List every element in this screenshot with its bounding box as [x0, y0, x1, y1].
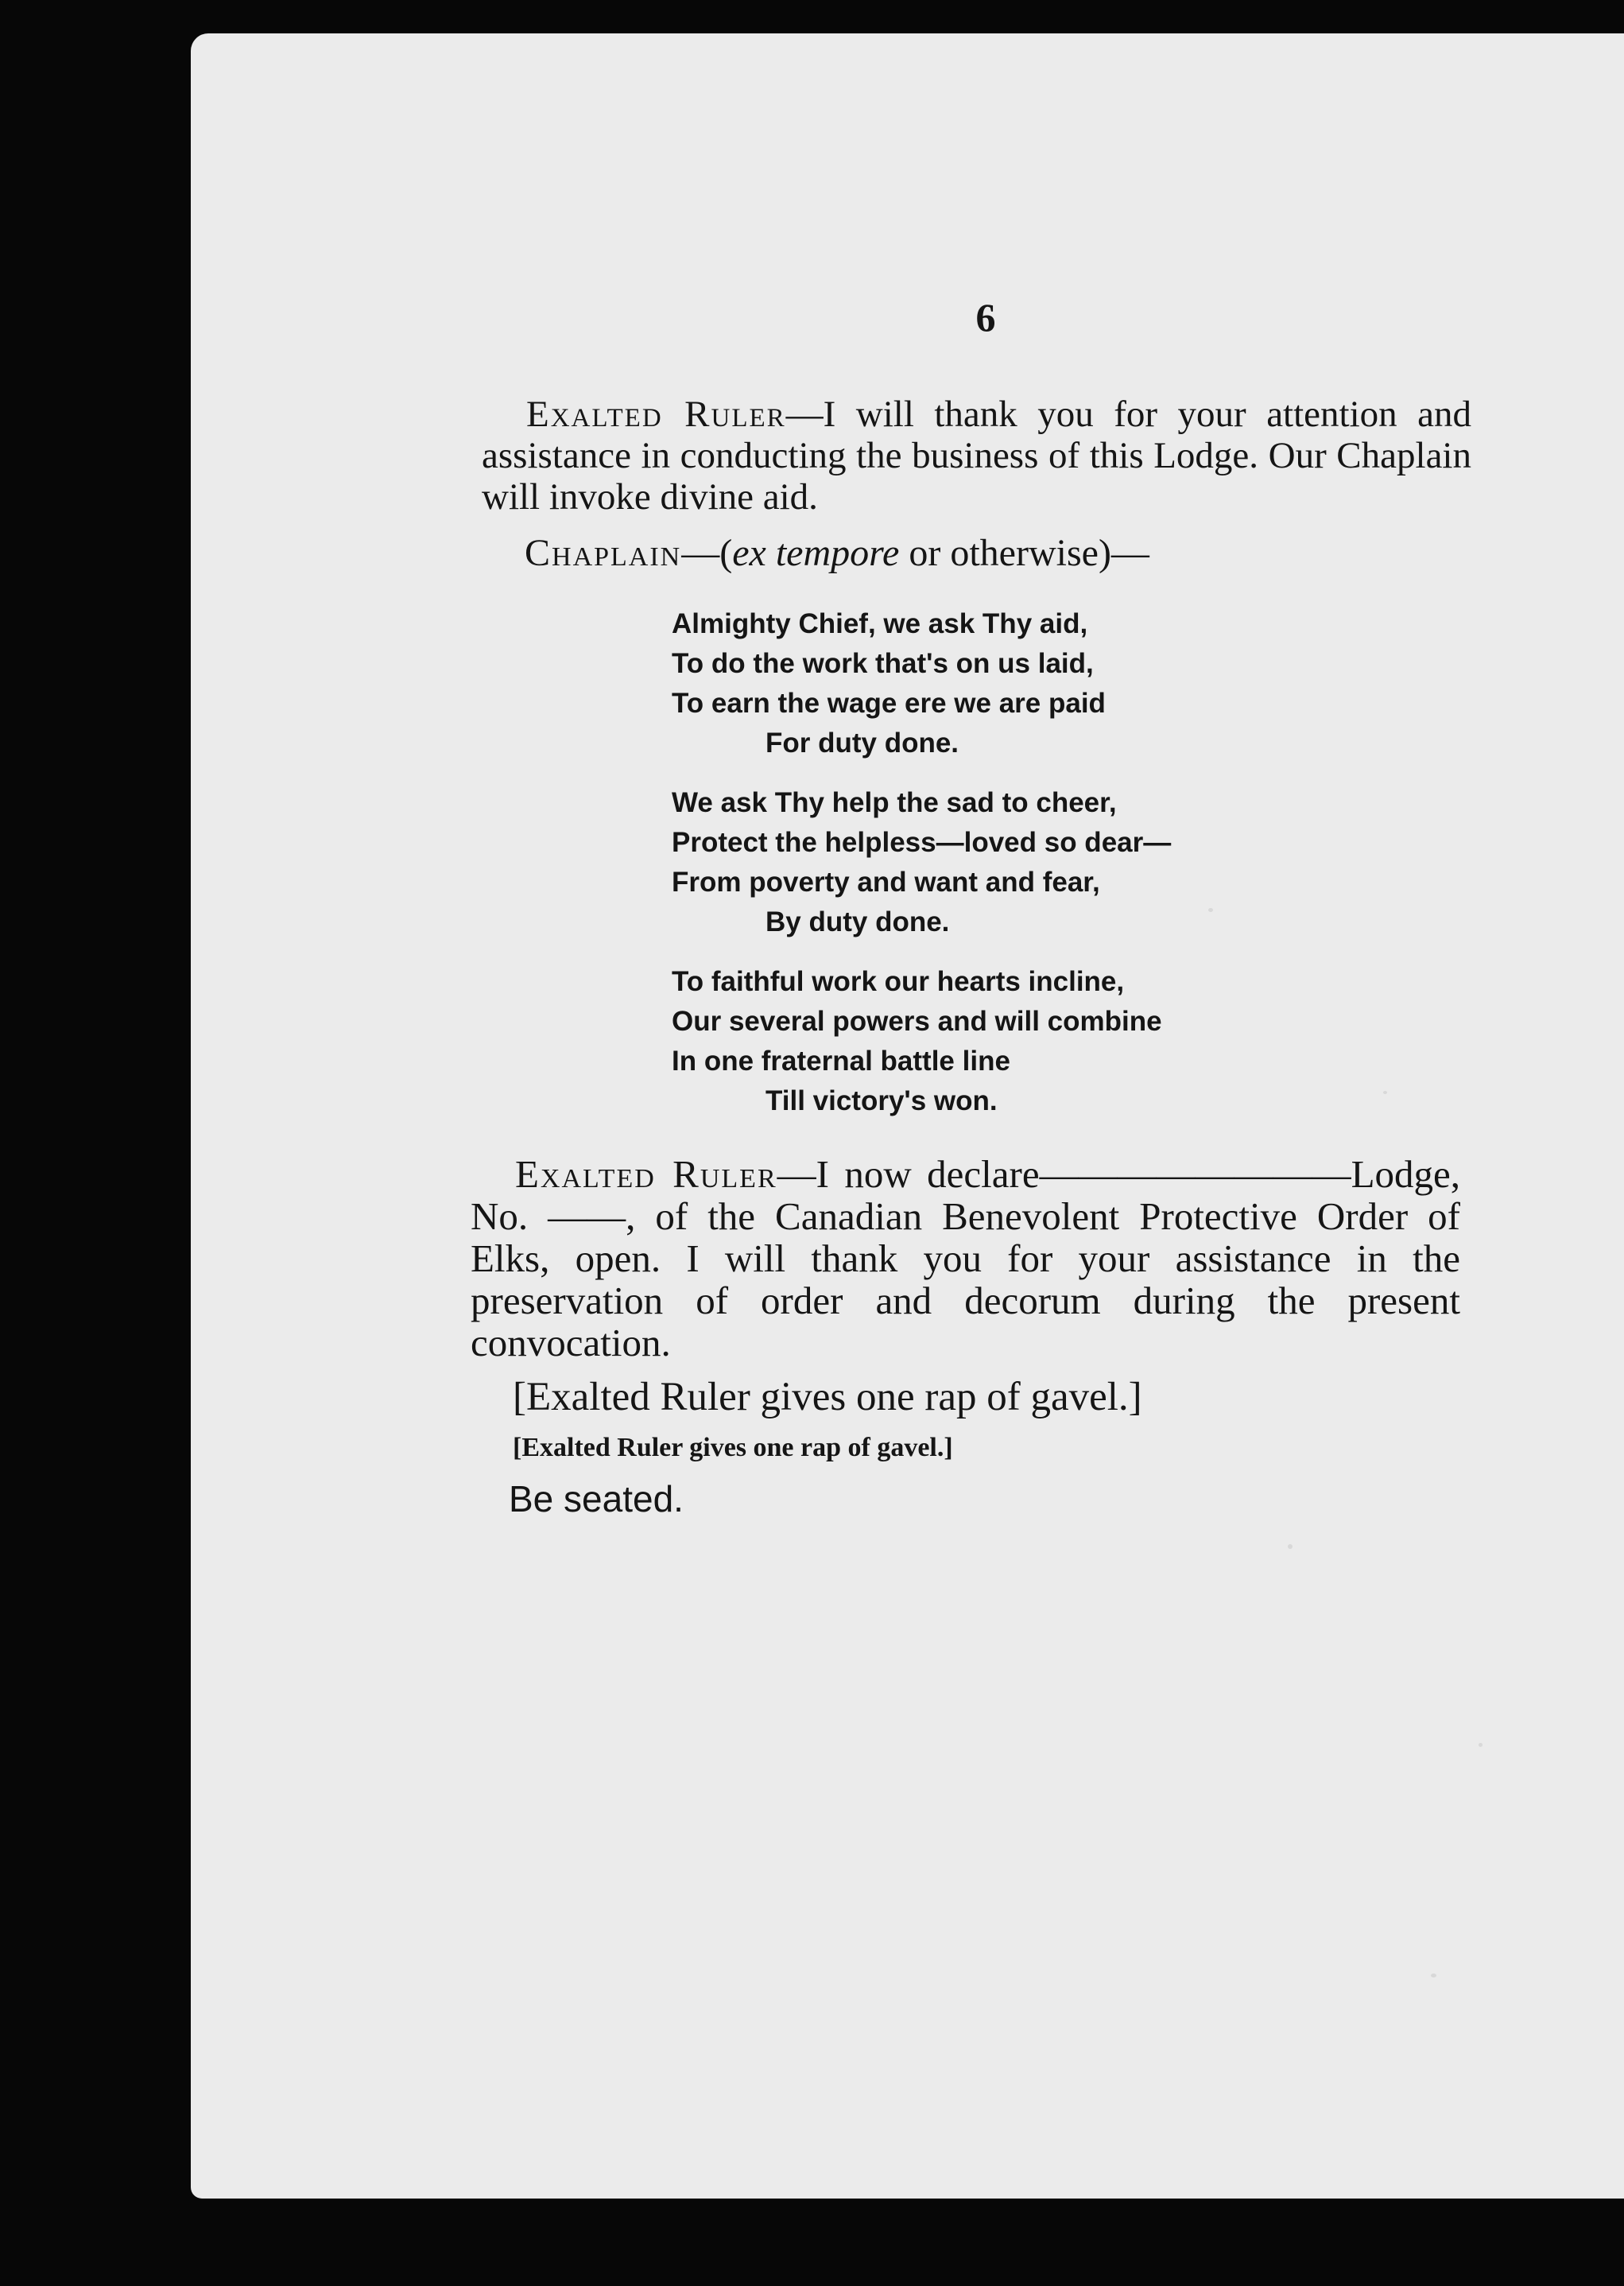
paper-speck: [1479, 1743, 1483, 1747]
chaplain-line: [525, 533, 1471, 574]
paper-speck: [1288, 1544, 1293, 1549]
verse-refrain: Till victory's won.: [765, 1085, 998, 1116]
verse-line: Our several powers and will combine: [672, 1006, 1162, 1037]
speaker-name: Exalted Ruler: [526, 394, 786, 435]
verse-line: Protect the helpless—loved so dear—: [672, 827, 1172, 858]
page-number: 6: [975, 295, 996, 340]
exalted-ruler-declaration: [471, 1153, 1460, 1364]
verse-line: In one fraternal battle line: [672, 1046, 1010, 1077]
prayer-verse-3: [672, 962, 1162, 1121]
speech-text: —I will thank you for your attention and assistance in conducting the business of this Lodge. Our Chaplain will invoke divine aid.: [482, 394, 1471, 518]
verse-refrain: For duty done.: [765, 728, 959, 759]
verse-line: Almighty Chief, we ask Thy aid,: [672, 608, 1088, 639]
verse-line: From poverty and want and fear,: [672, 867, 1100, 898]
speech-text: or otherwise)—: [899, 532, 1149, 574]
speaker-name: Exalted Ruler: [515, 1152, 777, 1196]
speaker-name: Chaplain: [525, 532, 682, 574]
italic-phrase: ex tempore: [732, 532, 900, 574]
verse-line: We ask Thy help the sad to cheer,: [672, 787, 1117, 818]
verse-line: To earn the wage ere we are paid: [672, 688, 1106, 719]
stage-direction-large: [Exalted Ruler gives one rap of gavel.]: [513, 1375, 1142, 1419]
verse-refrain: By duty done.: [765, 906, 950, 937]
exalted-ruler-opening-speech: [482, 394, 1471, 518]
verse-line: To do the work that's on us laid,: [672, 648, 1094, 679]
paper-speck: [1208, 908, 1213, 912]
verse-line: To faithful work our hearts incline,: [672, 966, 1125, 997]
prayer-verse-2: [672, 783, 1171, 942]
paper-speck: [1383, 1091, 1387, 1094]
closing-line: Be seated.: [509, 1478, 684, 1519]
stage-direction-small: [Exalted Ruler gives one rap of gavel.]: [513, 1433, 953, 1462]
dash: —(: [681, 532, 733, 574]
paper-speck: [1431, 1974, 1436, 1977]
prayer-verse-1: [672, 604, 1106, 763]
speech-text: —I now declare————————Lodge, No. ——, of the Canadian Benevolent Protective Order of Elks, open. I will thank you for your assistance in the preservation of order and decorum during the present convocation.: [471, 1152, 1461, 1364]
